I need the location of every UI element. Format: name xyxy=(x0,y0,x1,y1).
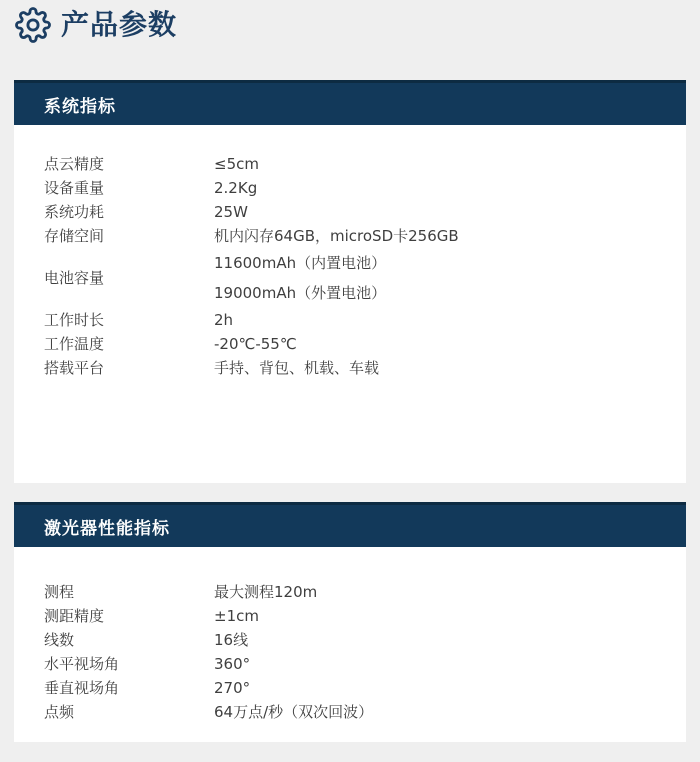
gear-icon xyxy=(14,6,52,44)
spec-row xyxy=(44,604,656,628)
spec-label: 水平视场角 xyxy=(44,655,120,673)
page-header xyxy=(0,0,700,44)
spec-row xyxy=(44,176,656,200)
spec-value xyxy=(214,248,656,308)
spec-value: 270° xyxy=(214,679,251,697)
spec-label: 线数 xyxy=(44,631,75,649)
spec-value: 手持、背包、机载、车载 xyxy=(214,359,380,377)
spec-value: 2h xyxy=(214,311,234,329)
spec-label: 点云精度 xyxy=(44,155,105,173)
spec-label: 工作温度 xyxy=(44,335,105,353)
spec-table xyxy=(14,547,686,742)
spec-row xyxy=(44,152,656,176)
spec-value: 机内闪存64GB，microSD卡256GB xyxy=(214,227,459,245)
spec-value-line: 11600mAh（内置电池） xyxy=(214,254,387,272)
spec-value: -20℃-55℃ xyxy=(214,335,297,353)
spec-row xyxy=(44,580,656,604)
spec-label: 搭载平台 xyxy=(44,359,105,377)
section-title: 系统指标 xyxy=(44,96,116,117)
section-title: 激光器性能指标 xyxy=(44,518,170,539)
spec-row xyxy=(44,332,656,356)
spec-value: ≤5cm xyxy=(214,155,259,173)
spec-row xyxy=(44,248,656,308)
spec-label: 设备重量 xyxy=(44,179,105,197)
spec-value: 360° xyxy=(214,655,251,673)
spec-label: 系统功耗 xyxy=(44,203,105,221)
spec-label: 测程 xyxy=(44,583,75,601)
spec-row xyxy=(44,356,656,380)
spec-value: 64万点/秒（双次回波） xyxy=(214,703,374,721)
section-system-specs xyxy=(14,80,686,483)
spec-row xyxy=(44,676,656,700)
spec-row xyxy=(44,652,656,676)
spec-row xyxy=(44,700,656,724)
section-laser-specs xyxy=(14,502,686,742)
spec-table xyxy=(14,125,686,483)
spec-label: 存储空间 xyxy=(44,227,105,245)
spec-value-line: 19000mAh（外置电池） xyxy=(214,284,387,302)
page-title: 产品参数 xyxy=(61,8,178,41)
section-header xyxy=(14,80,686,125)
spec-row xyxy=(44,224,656,248)
spec-label: 电池容量 xyxy=(44,269,105,287)
section-header xyxy=(14,502,686,547)
spec-value: 2.2Kg xyxy=(214,179,258,197)
spec-row xyxy=(44,628,656,652)
spec-value: 最大测程120m xyxy=(214,583,318,601)
spec-label: 垂直视场角 xyxy=(44,679,120,697)
spec-value: 16线 xyxy=(214,631,249,649)
spec-label: 测距精度 xyxy=(44,607,105,625)
spec-row xyxy=(44,308,656,332)
spec-label: 工作时长 xyxy=(44,311,105,329)
spec-value: ±1cm xyxy=(214,607,259,625)
spec-value: 25W xyxy=(214,203,248,221)
spec-label: 点频 xyxy=(44,703,75,721)
spec-row xyxy=(44,200,656,224)
